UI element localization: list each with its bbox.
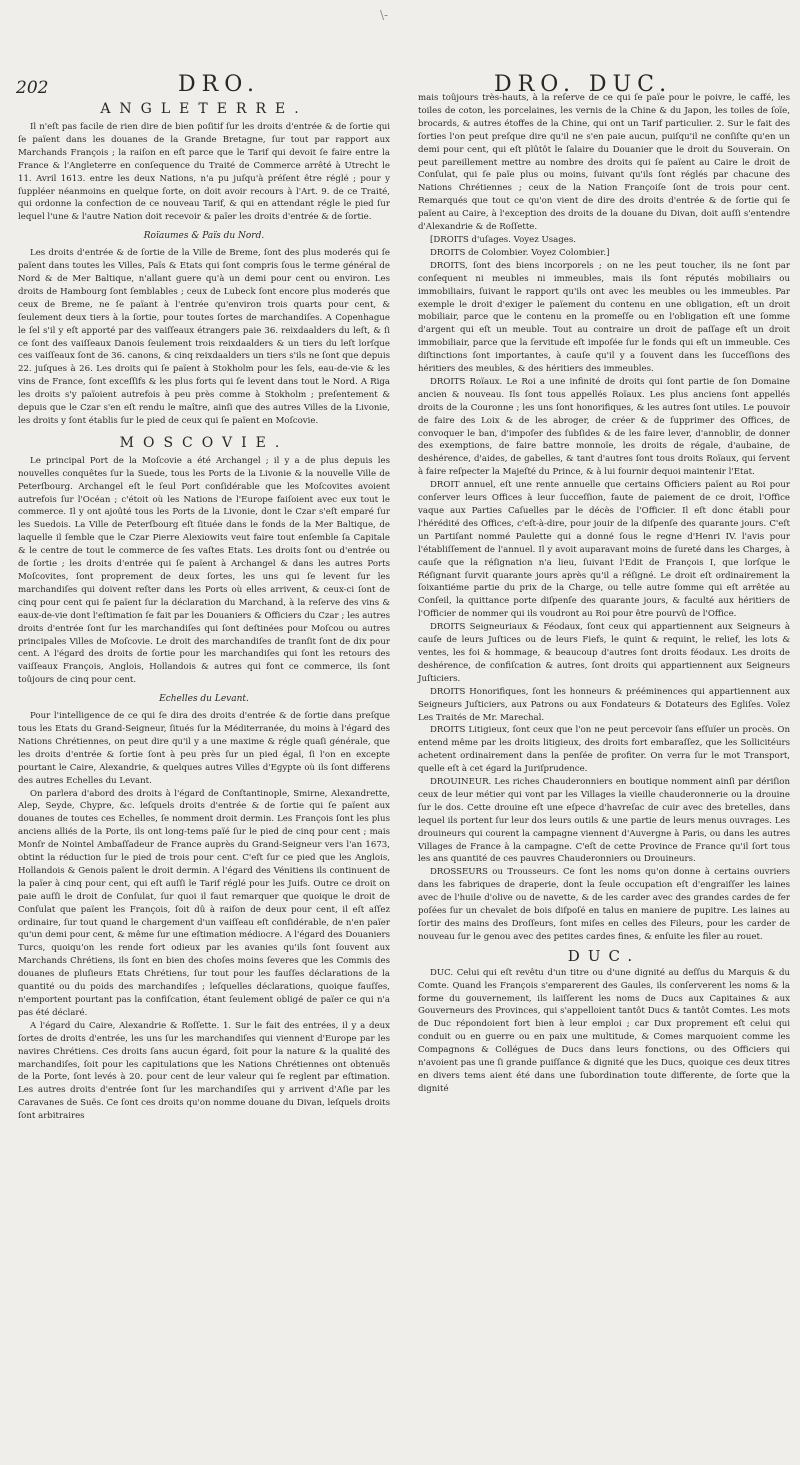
entry-droits-litigieux: DROITS Litigieux, ſont ceux que l'on ne peut percevoir ſans eſſuïer un procès. On entend même par les droits litigieux, des droits fort embaraſſez, que les Sollicitéurs achetent ordinairement dans la penſée de profiter. On verra ſur le mot Transport, quelle eſt à cet égard la Juriſprudence. xyxy=(418,725,790,775)
paragraph-continuation: mais toûjours très-hauts, à la reſerve de ce qui ſe païe pour le poivre, le caffé, les toiles de coton, les porcelaines, les vernis de la Chine & du Japon, les toiles de ſoïe, brocards, & autres étoffes de la Chine, qui ont un Tarif particulier. 2. Sur le fait des ſorties l'on peut preſque dire qu'il ne s'en paie aucun, puiſqu'il ne conſiſte qu'en un demi pour cent, qui eſt plûtôt le ſalaire du Douanier que le droit du Souverain. On peut pareillement mettre au nombre des droits qui ſe païent au Caire le droit de Conſulat, qui ſe païe plus ou moins, ſuivant qu'ils ſont réglés par chacune des Nations Chrétiennes ; ceux de la Nation Françoiſe ſont de trois pour cent. Remarqués que tout ce qu'on vient de dire des droits d'entrée & de ſortie qui ſe païent au Caire, à l'exception des droits de la douane du Divan, doit auſſi s'entendre d'Alexandrie & de Roſſette. xyxy=(418,93,790,233)
section-title-angleterre: ANGLETERRE. xyxy=(100,101,308,117)
entry-drosseurs: DROSSEURS ou Trousseurs. Ce ſont les noms qu'on donne à certains ouvriers dans les fabriques de draperie, dont la ſeule occupation eſt d'engraiſſer les laines avec de l'huile d'olive ou de navette, & de les carder avec des grandes cardes de fer poſées ſur un chevalet de bois diſpoſé en talus en maniere de pupitre. Les laines au ſortir des mains des Droſſeurs, ſont miſes en celles des Fileurs, pour les carder de nouveau ſur le genou avec des petites cardes fines, & enſuite les filer au rouet. xyxy=(418,867,790,942)
paragraph-nord: Les droits d'entrée & de ſortie de la Ville de Breme, ſont des plus moderés qui ſe païent dans toutes les Villes, Païs & Etats qui ſont compris ſous le terme général de Nord & de Mer Baltique, n'allant guere qu'à un demi pour cent ou environ. Les droits de Hambourg ſont ſemblables ; ceux de Lubeck ſont encore plus moderés que ceux de Breme, ne ſe païant à l'entrée qu'environ trois quarts pour cent, & ſeulement deux tiers à la ſortie, pour toutes ſortes de marchandiſes. A Copenhague le ſel s'il y eſt apporté par des vaiſſeaux étrangers paie 36. reixdaalders du leſt, & ſi ce ſont des vaiſſeaux Danois ſeulement trois reixdaalders & un tiers du leſt lorſque ces vaiſſeaux ſont de 36. canons, & cinq reixdaalders un tiers s'ils ne ſont que depuis 22. juſques à 26. Les droits qui ſe païent à Stokholm pour les ſels, eau-de-vie & les vins de France, ſont exceſſifs & les plus forts qui ſe levent dans tout le Nord. A Riga les droits s'y païoient autrefois à peu près comme à Stokholm ; preſentement & depuis que le Czar s'en eſt rendu le maître, ainſi que des autres Villes de la Livonie, les droits y ſont établis ſur le pied de ceux qui ſe païent en Moſcovie. xyxy=(18,248,390,426)
section-title-moscovie: MOSCOVIE. xyxy=(119,434,289,451)
entry-droits-usages: [DROITS d'uſages. Voyez Usages. xyxy=(430,234,576,245)
paragraph-angleterre: Il n'eſt pas facile de rien dire de bien poſitif ſur les droits d'entrée & de ſortie qui ſe païent dans les douanes de la Grande Bretagne, ſur tout par rapport aux Marchands François ; la raiſon en eſt parce que le Tarif qui devoit ſe faire entre la France & l'Angleterre en conſequence du Traité de Commerce arrêté à Utrecht le 11. Avril 1613. entre les deux Nations, n'a pu juſqu'à préſent être réglé ; pour y ſuppléer néanmoins en quelque ſorte, on doit avoir recours à l'Art. 9. de ce Traité, qui ordonne la confection de ce nouveau Tarif, & qui en attendant régle le pied ſur lequel l'une & l'autre Nation doit recevoir & païer les droits d'entrée & de ſortie. xyxy=(18,122,390,223)
page-number: 202 xyxy=(16,78,49,98)
entry-droits: DROITS, ſont des biens incorporels ; on ne les peut toucher, ils ne ſont par conſequent ni meubles ni immeubles, mais ils ſont réputés mobiliairs ou immobiliairs, ſuivant le rapport qu'ils ont avec les meubles ou les immeubles. Par exemple le droit d'exiger le païement du contenu en une obligation, eſt un droit mobiliair, parce que le contenu en la promeſſe ou en l'obligation eſt une ſomme d'argent qui eſt un meuble. Tout au contraire un droit de paſſage eſt un droit immobiliair, parce que la ſervitude eſt impoſée ſur le fonds qui eſt un immeuble. Ces diſtinctions ſont importantes, à cauſe qu'il y a ſouvent dans les ſucceſſions des héritiers des meubles, & des héritiers des immeubles. xyxy=(418,260,790,375)
entry-droits-colombier: DROITS de Colombier. Voyez Colombier.] xyxy=(430,247,610,258)
left-column xyxy=(18,100,390,1123)
subsection-title-nord: Roïaumes & Païs du Nord. xyxy=(143,231,265,242)
subsection-title-levant: Echelles du Levant. xyxy=(159,694,249,705)
section-title-duc: DUC. xyxy=(567,946,641,965)
right-column xyxy=(418,92,790,1096)
paragraph-levant-2: On parlera d'abord des droits à l'égard de Conſtantinople, Smirne, Alexandrette, Alep, Seyde, Chypre, &c. leſquels droits d'entrée & de ſortie qui ſe païent aux douanes de toutes ces Echelles, ſe nomment droit dermin. Les François ſont les plus anciens alliés de la Porte, ils ont long-tems païé ſur le pied de cinq pour cent ; mais Monſr de Nointel Ambaſſadeur de France auprès du Grand-Seigneur vers l'an 1673, obtint la réduction ſur le pied de trois pour cent. C'eſt ſur ce pied que les Anglois, Hollandois & Genois païent le droit dermin. A l'égard des Vénitiens ils continuent de la païer à cinq pour cent, qui eſt auſſi le Tarif réglé pour les Juifs. Outre ce droit on paie auſſi le droit de Conſulat, ſur quoi il faut remarquer que quoique le droit de Conſulat que païent les François, ſoit dû à raiſon de deux pour cent, il eſt aſſez ordinaire, ſur tout quand le chargement d'un vaiſſeau eſt conſidérable, de n'en païer qu'un demi pour cent, & même ſur une eſtimation médiocre. A l'égard des Douaniers Turcs, quoiqu'on les rende fort odieux par les avanies qu'ils ſont ſouvent aux Marchands Chrétiens, ils ſont en bien des choſes moins ſeveres que les Commis des douanes de pluſieurs Etats Chrétiens, ſur tout pour les fauſſes déclarations de la quantité ou du poids des marchandiſes ; leſquelles déclarations, quoique fauſſes, n'emportent pourtant pas la confiſcation, étant ſeulement obligé de païer ce qui n'a pas été déclaré. xyxy=(18,788,390,1018)
paragraph-moscovie: Le principal Port de la Moſcovie a été Archangel ; il y a de plus depuis les nouvelles conquêtes ſur la Suede, tous les Ports de la Livonie & la nouvelle Ville de Peterſbourg. Archangel eſt le ſeul Port conſidérable que les Moſcovites avoient autrefois ſur l'Océan ; c'étoit où les Nations de l'Europe faiſoient avec eux tout le commerce. Il y ont ajoûté tous les Ports de la Livonie, dont le Czar s'eſt emparé ſur les Suedois. La Ville de Peterſbourg eſt ſituée dans le fonds de la Mer Baltique, de laquelle il ſemble que le Czar Pierre Alexiowits veut faire tout enſemble ſa Capitale & le centre de tout le commerce de ſes vaſtes Etats. Les droits ſont ou d'entrée ou de ſortie ; les droits d'entrée qui ſe païent à Archangel & dans les autres Ports Moſcovites, ſont proprement de deux ſortes, les uns qui ſe levent ſur les marchandiſes qui doivent reſter dans les Ports où elles arrivent, & ceux-ci ſont de cinq pour cent qui ſe païent ſur la déclaration du Marchand, à la reſerve des vins & eaux-de-vie dont l'eſtimation ſe fait par les Douaniers & Officiers du Czar ; les autres droits d'entrée ſont ſur les marchandiſes qui ſont deſtinées pour Moſcou ou autres principales Villes de Moſcovie. Le droit des marchandiſes de tranſit ſont de dix pour cent. A l'égard des droits de ſortie pour les marchandiſes qui ſont les retours des vaiſſeaux François, Anglois, Hollandois & autres qui font ce commerce, ils ſont toûjours de cinq pour cent. xyxy=(18,455,390,686)
paragraph-levant-1: Pour l'intelligence de ce qui ſe dira des droits d'entrée & de ſortie dans preſque tous les Etats du Grand-Seigneur, ſitués ſur la Méditerranée, du moins à l'égard des Nations Chrétiennes, on peut dire qu'il y a une maxime & régle quaſi générale, que les droits d'entrée & ſortie ſont à peu près ſur un pied égal, ſi l'on en excepte pourtant le Caire, Alexandrie, & quelques autres Villes d'Egypte où ils ſont differens des autres Echelles du Levant. xyxy=(18,711,390,786)
entry-droits-honorifiques: DROITS Honorifiques, ſont les honneurs & prééminences qui appartiennent aux Seigneurs Juſticiers, aux Patrons ou aux Fondateurs & Dotateurs des Egliſes. Voïez Les Traités de Mr. Marechal. xyxy=(418,686,790,723)
entry-droits-roiaux: DROITS Roïaux. Le Roi a une infinité de droits qui ſont partie de ſon Domaine ancien & nouveau. Ils ſont tous appellés Roïaux. Les plus anciens ſont appellés droits de la Couronne ; les uns ſont honorifiques, & les autres ſont utiles. Le pouvoir de faire des Loix & de les abroger, de créer & de ſupprimer des Offices, de convoquer le ban, d'impoſer des ſubſides & de les faire lever, d'annoblir, de donner des exemptions, de faire battre monnoïe, les droits de régale, d'aubaine, de deshérence, d'aides, de gabelles, & tant d'autres ſont tous droits Roïaux, qui ſervent à faire reſpecter la Majeſté du Prince, & à lui fournir dequoi maintenir l'Etat. xyxy=(418,376,790,478)
entry-drouineur: DROUINEUR. Les riches Chauderonniers en boutique nomment ainſi par dériſion ceux de leur métier qui vont par les Villages la vieille chauderonnerie ou la drouine ſur le dos. Cette drouine eſt une eſpece d'havreſac de cuir avec des bretelles, dans lequel ils portent ſur leur dos leurs outils & une partie de leurs menus ouvrages. Les drouineurs qui courent la campagne viennent d'Auvergne à Paris, ou dans les autres Villages de France à la campagne. C'eſt de cette Province de France qu'il ſort tous les ans quantité de ces pauvres Chauderonniers ou Drouineurs. xyxy=(418,777,790,865)
top-mark: \- xyxy=(380,8,389,22)
paragraph-levant-3: A l'égard du Caire, Alexandrie & Roſſette. 1. Sur le fait des entrées, il y a deux ſortes de droits d'entrée, les uns ſur les marchandiſes qui viennent d'Europe par les navires Chrétiens. Ces droits ſans aucun égard, ſoit pour la nature & la qualité des marchandiſes, ſoit pour les capitulations que les Nations Chrétiennes ont obtenuës de la Porte, ſont levés à 20. pour cent de leur valeur qui ſe reglent par eſtimation. Les autres droits d'entrée ſont ſur les marchandiſes qui y arrivent d'Aſie par les Caravanes de Suës. Ce ſont ces droits qu'on nomme douane du Divan, leſquels droits ſont arbitraires xyxy=(18,1020,390,1122)
running-head-left: DRO. xyxy=(178,72,260,97)
entry-droits-seigneuriaux: DROITS Seigneuriaux & Féodaux, ſont ceux qui appartiennent aux Seigneurs à cauſe de leurs Juſtices ou de leurs Fiefs, le quint & requint, le relief, les lots & ventes, les foi & hommage, & beaucoup d'autres ſont droits féodaux. Les droits de deshérence, de confiſcation & autres, ſont droits qui appartiennent aux Seigneurs Juſticiers. xyxy=(418,622,790,684)
entry-droit-annuel: DROIT annuel, eſt une rente annuelle que certains Officiers païent au Roi pour conſerver leurs Offices à leur ſucceſſion, faute de paiement de ce droit, l'Office vaque aux Parties Caſuelles par le décès de l'Officier. Il eſt donc établi pour l'hérédité des Offices, c'eſt-à-dire, pour jouir de la diſpenſe des quarante jours. C'eſt un Partiſant nommé Paulette qui a donné ſous le regne d'Henri IV. l'avis pour l'établiſſement de l'annuel. Il y avoit auparavant moins de ſureté dans les Charges, à cauſe que la réſignation n'a lieu, ſuivant l'Edit de François I, que lorſque le Réſignant ſurvit quarante jours après qu'il a réſigné. Le droit eſt ordinairement la ſoixantiéme partie du prix de la Charge, ou telle autre ſomme qui eſt arrêtée au Conſeil, la quittance porte diſpenſe des quarante jours, & faculté aux héritiers de l'Officier de nommer qui ils voudront au Roi pour être pourvû de l'Office. xyxy=(418,480,790,620)
running-head-right: DRO. DUC. xyxy=(494,72,673,97)
entry-duc: DUC. Celui qui eſt revêtu d'un titre ou d'une dignité au deſſus du Marquis & du Comte. Quand les François s'emparerent des Gaules, ils conſerverent les noms & la forme du gouvernement, ils laiſſerent les noms de Ducs aux Capitaines & aux Gouverneurs des Provinces, qui s'appelloient tantôt Ducs & tantôt Comtes. Les mots de Duc répondoient fort bien à leur emploi ; car Dux proprement eſt celui qui conduit ou en guerre ou en paix une multitude, & Comes marquoient comme les Compagnons & Collégues de Ducs dans leurs fonctions, ou des Officiers qui n'avoient pas une ſi grande puiſſance & dignité que les Ducs, quoique ces deux titres en divers tems aient été dans une ſubordination toute differente, de ſorte que la dignité xyxy=(418,967,790,1094)
